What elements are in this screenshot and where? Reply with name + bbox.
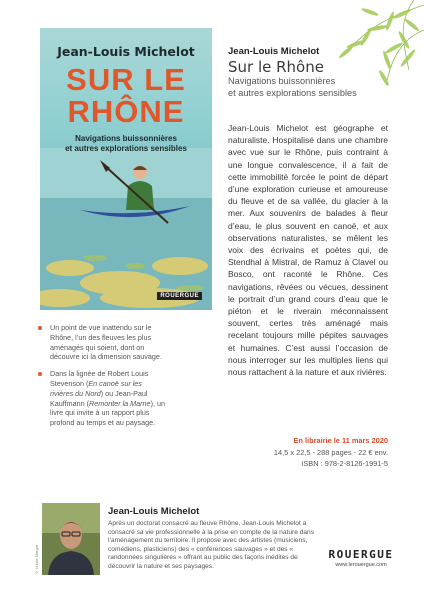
cover-subtitle: [40, 134, 212, 153]
book-subtitle-line2: et autres explorations sensibles: [228, 87, 357, 98]
selling-point-text: ), un livre qui invite à un rapport plus profond au temps et au paysage.: [50, 398, 165, 428]
cover-publisher-tag: ROUERGUE: [157, 292, 202, 300]
selling-point: [38, 369, 166, 428]
bio-author-name: Jean-Louis Michelot: [108, 506, 200, 517]
book-isbn: ISBN : 978-2-8126-1991-5: [301, 458, 388, 468]
book-reference: En canoë sur les rivières du Nord: [50, 378, 142, 398]
photo-credit: © Lucile Margot: [34, 544, 39, 575]
publisher-url: www.lerouergue.com: [335, 562, 387, 568]
cover-title-line1: SUR LE: [66, 62, 186, 97]
book-format: 14,5 x 22,5 - 288 pages - 22 € env.: [273, 448, 388, 457]
release-date: En librairie le 11 mars 2020: [293, 436, 388, 445]
author-photo: [42, 503, 100, 575]
selling-point-text: Dans la lignée de Robert Louis Stevenson (: [50, 369, 149, 388]
author-name: Jean-Louis Michelot: [228, 46, 320, 57]
book-cover: [40, 28, 212, 310]
publisher-logo: [326, 548, 396, 568]
cover-title-line2: RHÔNE: [67, 94, 185, 129]
kayak-illustration: [40, 148, 212, 310]
book-details: [228, 448, 388, 470]
cover-subtitle-line1: Navigations buissonnières: [75, 134, 177, 143]
book-subtitle: [228, 76, 357, 99]
cover-author: Jean-Louis Michelot: [57, 44, 195, 59]
author-bio: Après un doctorat consacré au fleuve Rhône, Jean-Louis Michelot a consacré sa vie professionnelle à la prise en compte de la nature dans l’aménagement du territoire. Il propose avec des artistes (musiciens, comédiens, plasticiens) des « conférences sauvages » et des « randonnées singulières » offrant au public des façons inédites de découvrir la nature et ses paysages.: [108, 520, 314, 570]
publisher-name: ROUERGUE: [328, 548, 394, 561]
book-description: Jean-Louis Michelot est géographe et naturaliste. Hospitalisé dans une chambre avec vue sur le Rhône, puis contraint à une longue convalescence, il a fait de cette immobilité forcée le point de départ d’une exploration curieuse et amoureuse du fleuve et de sa vallée, du glacier à la mer. Aux souvenirs de balades à fleur d’eau, le plus souvent en canoë, et aux observations naturalistes, se mêlent les voix des écrivains et poètes qui, de Stendhal à Mistral, de Ramuz à Clavel ou Bosco, ont raconté le Rhône. Ces navigations, rêvées ou vécues, dessinent le portrait d’un grand cours d’eau que le piéton et le riverain méconnaissent souvent, certes très aménagé mais recelant toujours mille pépites sauvages et humaines. C’est aussi l’occasion de nous interroger sur les multiples liens qui nous rattachent à la nature et aux rivières.: [228, 123, 388, 378]
selling-point-text: ) ou Jean-Paul Kauffmann (: [50, 388, 148, 408]
selling-point: [38, 323, 166, 362]
book-reference: Remonter la Marne: [89, 398, 151, 408]
selling-point-text: Un point de vue inattendu sur le Rhône, l’un des fleuves les plus aménagés qui soient, dont on découvre ici la dimension sauvage.: [50, 323, 162, 362]
selling-points-list: [38, 323, 166, 435]
book-subtitle-line1: Navigations buissonnières: [228, 76, 336, 86]
cover-subtitle-line2: et autres explorations sensibles: [65, 143, 187, 153]
book-title: Sur le Rhône: [228, 58, 324, 76]
